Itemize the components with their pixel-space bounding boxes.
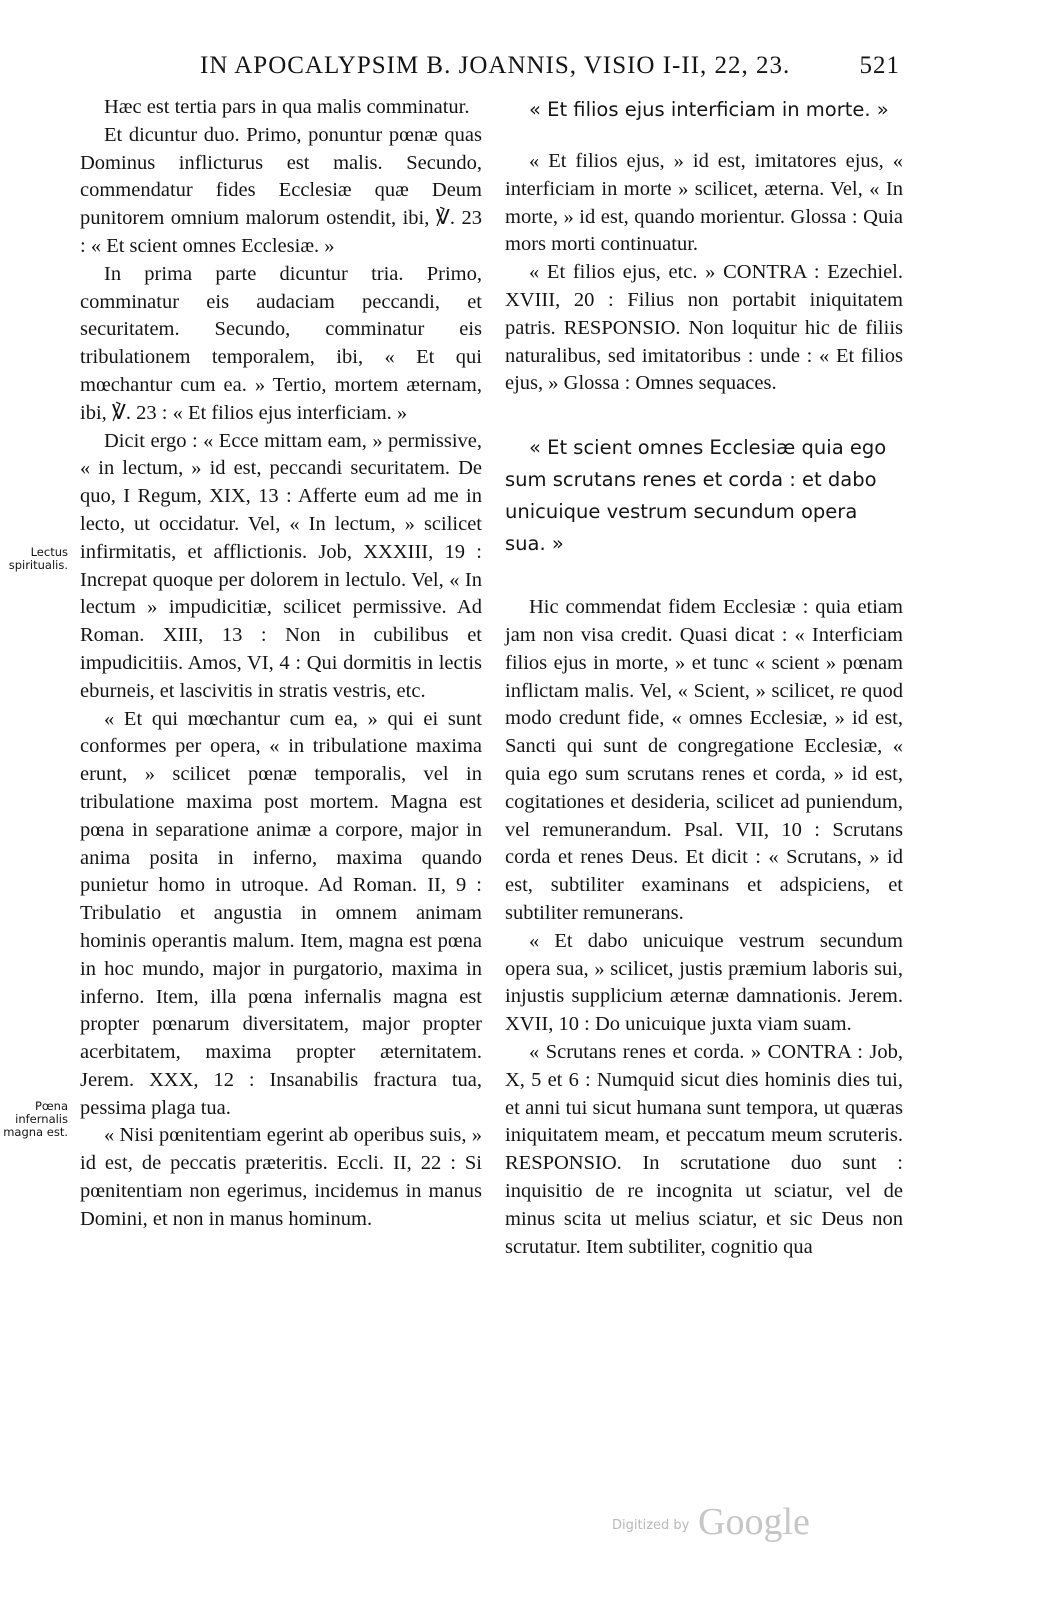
paragraph: « Et filios ejus, etc. » CONTRA : Ezechiel. XVIII, 20 : Filius non portabit iniquitatem patris. RESPONSIO. Non loquitur hic de filiis naturalibus, sed imitatoribus : unde : « Et filios ejus, » Glossa : Omnes sequaces. [505, 261, 903, 395]
margin-note-poena: Pœna infernalis magna est. [3, 1099, 68, 1139]
running-title: IN APOCALYPSIM B. JOANNIS, VISIO I-II, 22, 23. [200, 52, 791, 79]
left-column [80, 94, 482, 1234]
lemma-quote: « Et scient omnes Ecclesiæ quia ego sum scrutans renes et corda : et dabo unicuique vestrum secundum opera sua. » [505, 436, 887, 556]
paragraph: « Scrutans renes et corda. » CONTRA : Job, X, 5 et 6 : Numquid sicut dies hominis dies tui, et anni tui sicut humana sunt tempora, ut quæras iniquitatem meam, et peccatum meum scruteris. RESPONSIO. In scrutatione duo sunt : inquisitio de re incognita ut sciatur, vel de minus scita ut melius sciatur, et sic Deus non scrutatur. Item subtiliter, cognitio qua [505, 1040, 903, 1258]
margin-note-lectus: Lectus spiritualis. [8, 545, 68, 572]
paragraph: Hic commendat fidem Ecclesiæ : quia etiam jam non visa credit. Quasi dicat : « Interficiam filios ejus in morte, » et tunc « scient » pœnam inflictam malis. Vel, « Scient, » scilicet, re quod modo credunt fide, « omnes Ecclesiæ, » id est, Sancti qui sunt de congregatione Ecclesiæ, « quia ego sum scrutans renes et corda, » id est, cogitationes et desideria, scilicet ad puniendum, vel remunerandum. Psal. VII, 10 : Scrutans corda et renes Deus. Et dicit : « Scrutans, » id est, subtiliter examinans et adspiciens, et subtiliter remunerans. [505, 596, 903, 924]
paragraph: « Et filios ejus, » id est, imitatores ejus, « interficiam in morte » scilicet, æterna. Vel, « In morte, » id est, quando morientur. Glossa : Quia mors morti continuatur. [505, 150, 903, 256]
paragraph: In prima parte dicuntur tria. Primo, comminatur eis audaciam peccandi, et securitatem. Secundo, comminatur eis tribulationem temporalem, ibi, « Et qui mœchantur cum ea. » Tertio, mortem æternam, ibi, ℣. 23 : « Et filios ejus interficiam. » [80, 262, 482, 424]
paragraph: « Et dabo unicuique vestrum secundum opera sua, » scilicet, justis præmium laboris sui, injustis supplicium æternæ damnationis. Jerem. XVII, 10 : Do unicuique juxta viam suam. [505, 929, 903, 1036]
lemma-quote: « Et filios ejus interficiam in morte. » [529, 98, 889, 121]
page-number: 521 [859, 52, 900, 79]
paragraph: « Nisi pœnitentiam egerint ab operibus suis, » id est, de peccatis præteritis. Eccli. II, 22 : Si pœnitentiam non egerimus, incidemus in manus Domini, et non in manus hominum. [80, 1124, 482, 1230]
paragraph: Dicit ergo : « Ecce mittam eam, » permissive, « in lectum, » id est, peccandi securitatem. De quo, I Regum, XIX, 13 : Afferte eum ad me in lecto, ut occidatur. Vel, « In lectum, » scilicet infirmitatis, et afflictionis. Job, XXXIII, 19 : Increpat quoque per dolorem in lectulo. Vel, « In lectum » impudicitiæ, scilicet permissive. Ad Roman. XIII, 13 : Non in cubilibus et impudicitiis. Amos, VI, 4 : Qui dormitis in lectis eburneis, et lascivitis in stratis vestris, etc. [80, 429, 482, 702]
digitized-watermark [612, 1500, 832, 1544]
paragraph: « Et qui mœchantur cum ea, » qui ei sunt conformes per opera, « in tribulatione maxima erunt, » scilicet pœnæ temporalis, vel in tribulatione maxima post mortem. Magna est pœna in separatione animæ a corpore, major in anima posita in inferno, maxima quando punietur homo in utroque. Ad Roman. II, 9 : Tribulatio et angustia in omnem animam hominis operantis malum. Item, magna est pœna in hoc mundo, major in purgatorio, maxima in inferno. Item, illa pœna infernalis magna est propter pœnarum diversitatem, major propter acerbitatem, maxima propter æternitatem. Jerem. XXX, 12 : Insanabilis fractura tua, pessima plaga tua. [80, 707, 482, 1119]
right-column [505, 94, 903, 1261]
paragraph: Et dicuntur duo. Primo, ponuntur pœnæ quas Dominus inflicturus est malis. Secundo, commendatur fides Ecclesiæ quæ Deum punitorem omnium malorum ostendit, ibi, ℣. 23 : « Et scient omnes Ecclesiæ. » [80, 123, 482, 257]
running-header [200, 52, 900, 88]
digitized-by-text: Digitized by [612, 1518, 690, 1533]
paragraph: Hæc est tertia pars in qua malis comminatur. [104, 96, 470, 118]
google-logo: Google [698, 1501, 810, 1543]
